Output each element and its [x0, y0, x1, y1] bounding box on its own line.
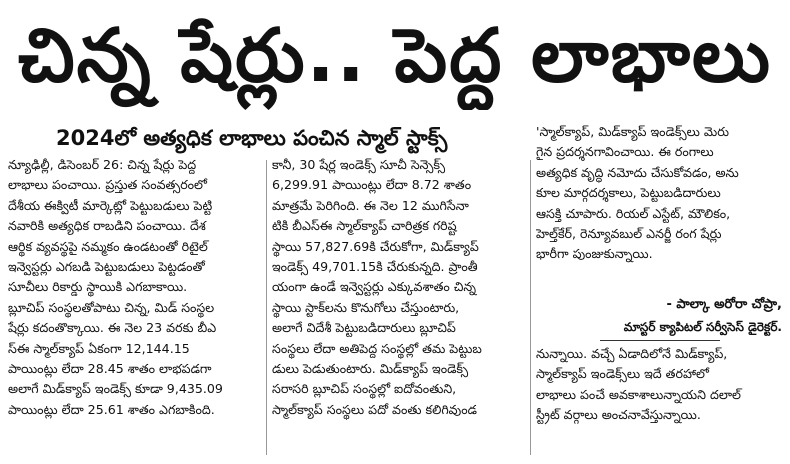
column-divider [266, 160, 267, 455]
text-line: సంస్థలు లేదా అతిపెద్ద సంస్థల్లో తమ పెట్టుబ [272, 340, 482, 356]
subheadline: 2024లో అత్యధిక లాభాలు పంచిన స్మాల్ స్టాక్స్ [56, 126, 448, 150]
text-line: ఆర్థిక వ్యవస్థపై నమ్మకం ఉండటంతో రిటైల్ [8, 238, 208, 254]
text-line: స్మాల్‌క్యాప్ ఇండెక్స్‌లు ఇదే తరహాలో [536, 366, 709, 382]
quote-line: హెల్త్‌కేర్, రెన్యూవబుల్ ఎనర్జీ రంగ షేర్లు [536, 226, 722, 242]
column-divider [530, 160, 531, 455]
quote-author: - పాల్కా అరోరా చోప్రా, [666, 297, 782, 312]
quote-line: గైన ప్రదర్శనగావించాయి. ఈ రంగాలు [536, 144, 714, 160]
text-line: న్యూఢిల్లీ, డిసెంబర్ 26: చిన్న షేర్లు పెద్ద [8, 157, 197, 172]
article-column-1 [8, 155, 264, 420]
text-line: దేశీయ ఈక్విటీ మార్కెట్లో పెట్టుబడులు పెట్టి [8, 197, 213, 213]
text-line: స్‌ఈ స్మాల్‌క్యాప్ ఏకంగా 12,144.15 [8, 340, 190, 356]
text-line: స్మాల్‌క్యాప్ సంస్థలు పదో వంతు కలిగివుండ [272, 401, 477, 417]
text-line: స్థాయి 57,827.69కి చేరుకోగా, మిడ్‌క్యాప్ [272, 238, 479, 254]
text-line: ఇన్వెస్టర్లు ఎగబడి పెట్టుబడులు పెట్టడంతో [8, 259, 205, 275]
text-line: మాత్రమే పెరిగింది. ఈ నెల 12 ముగిసేనా [272, 197, 469, 213]
text-line: పాయింట్లు లేదా 28.45 శాతం లాభపడగా [8, 361, 212, 377]
quote-line: అత్యధిక వృద్ధి నమోదు చేసుకోవడం, అను [536, 164, 739, 180]
text-line: సరాసరి బ్లూచిప్ సంస్థల్లో ఐదోవంతుని, [272, 381, 457, 397]
text-line: డులు పెడుతుంటారు. మిడ్‌క్యాప్ ఇండెక్స్ [272, 361, 469, 377]
text-line: షేర్లు కదంతొక్కాయి. ఈ నెల 23 వరకు బీఎ [8, 320, 217, 336]
text-line: పాయింట్లు లేదా 25.61 శాతం ఎగబాకింది. [8, 401, 215, 417]
text-line: 6,299.91 పాయింట్లు లేదా 8.72 శాతం [272, 177, 472, 193]
headline: చిన్న షేర్లు.. పెద్ద లాభాలు [17, 13, 773, 99]
text-line: కానీ, 30 షేర్ల ఇండెక్స్ సూచీ సెన్సెక్స్ [272, 157, 446, 172]
text-line: నవారికి అత్యధిక రాబడిని పంచాయి. దేశ [8, 218, 206, 234]
text-line: ఇండెక్స్ 49,701.15కి చేరుకున్నది. ప్రాంతీ [272, 259, 478, 275]
article-column-3 [536, 344, 786, 426]
text-line: స్ట్రీట్ వర్గాలు అంచనావేస్తున్నాయి. [536, 407, 701, 423]
quote-line: కూల మార్గదర్శకాలు, పెట్టుబడిదారులు [536, 185, 721, 201]
quote-divider [600, 340, 720, 341]
text-line: లాభాలు పంచే అవకాశాలున్నాయని దలాల్ [536, 386, 741, 402]
text-line: యంగా ఉండే ఇన్వెస్టర్లు ఎక్కువశాతం చిన్న [272, 279, 477, 295]
text-line: స్థాయి స్టాక్‌లను కొనుగోలు చేస్తుంటారు, [272, 299, 460, 315]
quote-line: 'స్మాల్‌క్యాప్, మిడ్‌క్యాప్ ఇండెక్స్‌లు మెరు [536, 124, 730, 139]
text-line: లాభాలు పంచాయి. ప్రస్తుత సంవత్సరంలో [8, 177, 207, 193]
text-line: అలాగే మిడ్‌క్యాప్ ఇండెక్స్ కూడా 9,435.09 [8, 381, 223, 397]
quote-author-title: మాస్టర్ క్యాపిటల్ సర్వీసెస్ డైరెక్టర్. [623, 320, 782, 334]
text-line: అలాగే విదేశీ పెట్టుబడిదారులు బ్లూచిప్ [272, 320, 456, 336]
text-line: బ్లూచిప్ సంస్థలతోపాటు చిన్న, మిడ్ సంస్థల [8, 299, 215, 315]
article-column-2 [272, 155, 528, 420]
text-line: సూచీలు రికార్డు స్థాయికి ఎగబాకాయి. [8, 279, 188, 295]
text-line: టికి బీఎస్‌ఈ స్మాల్‌క్యాప్ చారిత్రక గరిష్ట [272, 218, 457, 234]
quote-box [536, 122, 786, 265]
text-line: నున్నాయి. వచ్చే ఏడాదిలోనే మిడ్‌క్యాప్, [536, 346, 728, 361]
quote-line: భారీగా పుంజుకున్నాయి. [536, 246, 653, 262]
quote-line: ఆసక్తి చూపారు. రియల్ ఎస్టేట్, మౌలికం, [536, 205, 731, 221]
